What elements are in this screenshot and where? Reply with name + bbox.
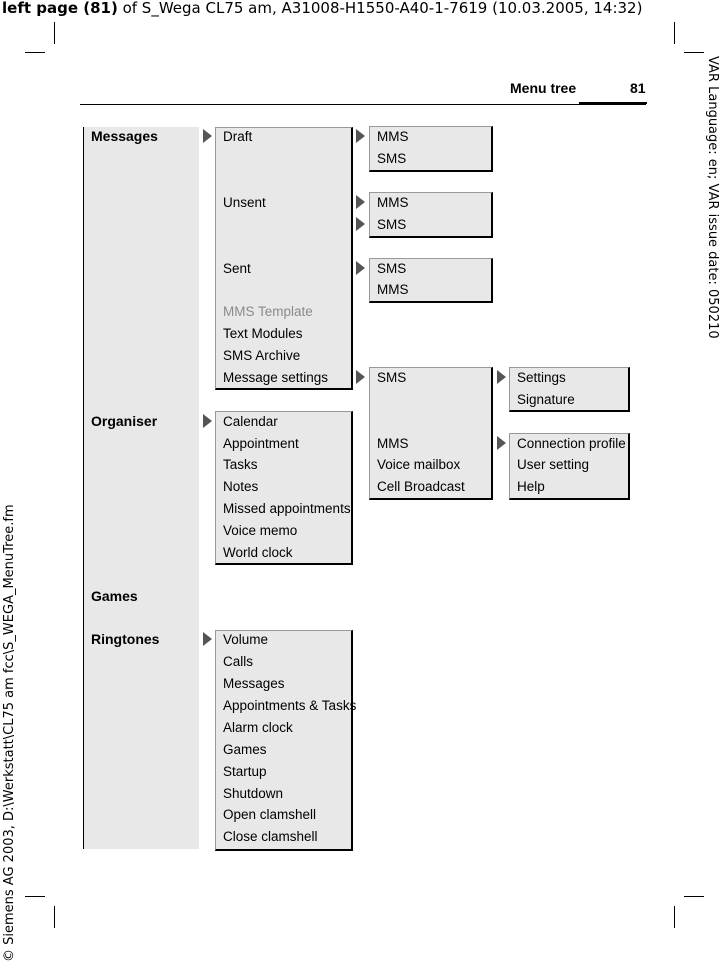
sms-settings-item-signature: Signature — [517, 392, 575, 407]
crop-mark — [674, 906, 675, 928]
arrow-right-icon — [203, 632, 212, 646]
organiser-item-world-clock: World clock — [223, 545, 293, 560]
page-number: 81 — [630, 80, 646, 96]
ringtones-item-messages: Messages — [223, 676, 285, 691]
crop-mark — [25, 896, 45, 897]
arrow-right-icon — [356, 217, 365, 231]
settings-item-cell-broadcast: Cell Broadcast — [377, 479, 465, 494]
menu-item-sent: Sent — [223, 261, 251, 276]
organiser-item-appointment: Appointment — [223, 436, 299, 451]
copyright-path-text: © Siemens AG 2003, D:\Werkstatt\CL75 am fcc\S_WEGA_MenuTree.fm — [2, 504, 17, 962]
settings-item-sms: SMS — [377, 370, 407, 385]
ringtones-item-appointments-tasks: Appointments & Tasks — [223, 698, 357, 713]
mms-settings-item-connection-profile: Connection profile — [517, 436, 626, 451]
organiser-item-tasks: Tasks — [223, 457, 258, 472]
header-rule — [80, 104, 646, 105]
page-number-rule — [579, 102, 647, 104]
arrow-right-icon — [356, 195, 365, 209]
crop-mark — [684, 52, 704, 53]
arrow-right-icon — [497, 370, 506, 384]
sms-settings-item-settings: Settings — [517, 370, 566, 385]
ringtones-item-volume: Volume — [223, 632, 269, 647]
draft-item-sms: SMS — [377, 151, 407, 166]
sent-item-mms: MMS — [377, 282, 409, 297]
menu-ringtones: Ringtones — [91, 631, 160, 647]
settings-item-voice-mailbox: Voice mailbox — [377, 457, 461, 472]
arrow-right-icon — [356, 129, 365, 143]
menu-games: Games — [91, 588, 138, 604]
mms-settings-item-help: Help — [517, 479, 545, 494]
draft-item-mms: MMS — [377, 129, 409, 144]
menu-item-message-settings: Message settings — [223, 370, 329, 385]
unsent-item-mms: MMS — [377, 195, 409, 210]
arrow-right-icon — [497, 436, 506, 450]
crop-mark — [25, 52, 45, 53]
menu-item-draft: Draft — [223, 129, 253, 144]
running-title: Menu tree — [510, 80, 577, 96]
settings-item-mms: MMS — [377, 436, 409, 451]
menu-item-sms-archive: SMS Archive — [223, 348, 301, 363]
organiser-item-missed-appointments: Missed appointments — [223, 501, 351, 516]
menu-item-mms-template: MMS Template — [223, 304, 313, 319]
crop-mark — [54, 22, 55, 44]
sent-item-sms: SMS — [377, 261, 407, 276]
menu-organiser: Organiser — [91, 413, 158, 429]
arrow-right-icon — [203, 129, 212, 143]
menu-item-unsent: Unsent — [223, 195, 266, 210]
menu-item-text-modules: Text Modules — [223, 326, 303, 341]
unsent-item-sms: SMS — [377, 217, 407, 232]
organiser-item-notes: Notes — [223, 479, 259, 494]
crop-mark — [684, 896, 704, 897]
document-source: of S_Wega CL75 am, A31008-H1550-A40-1-7619 (10.03.2005, 14:32) — [117, 0, 643, 17]
arrow-right-icon — [356, 261, 365, 275]
organiser-item-calendar: Calendar — [223, 414, 278, 429]
crop-mark — [674, 22, 675, 44]
var-info-text: VAR Language: en; VAR issue date: 050210 — [705, 56, 720, 339]
ringtones-item-startup: Startup — [223, 764, 267, 779]
ringtones-item-shutdown: Shutdown — [223, 786, 284, 801]
page-label: left page (81) — [2, 0, 118, 17]
arrow-right-icon — [356, 370, 365, 384]
ringtones-item-calls: Calls — [223, 654, 254, 669]
ringtones-item-close-clamshell: Close clamshell — [223, 829, 318, 844]
arrow-right-icon — [203, 414, 212, 428]
ringtones-item-alarm-clock: Alarm clock — [223, 720, 293, 735]
crop-mark — [54, 906, 55, 928]
ringtones-item-open-clamshell: Open clamshell — [223, 807, 317, 822]
document-info-line — [2, 0, 642, 17]
mms-settings-item-user-setting: User setting — [517, 457, 590, 472]
menu-messages: Messages — [91, 128, 158, 144]
organiser-item-voice-memo: Voice memo — [223, 523, 298, 538]
ringtones-item-games: Games — [223, 742, 267, 757]
main-menu-column — [83, 127, 199, 849]
